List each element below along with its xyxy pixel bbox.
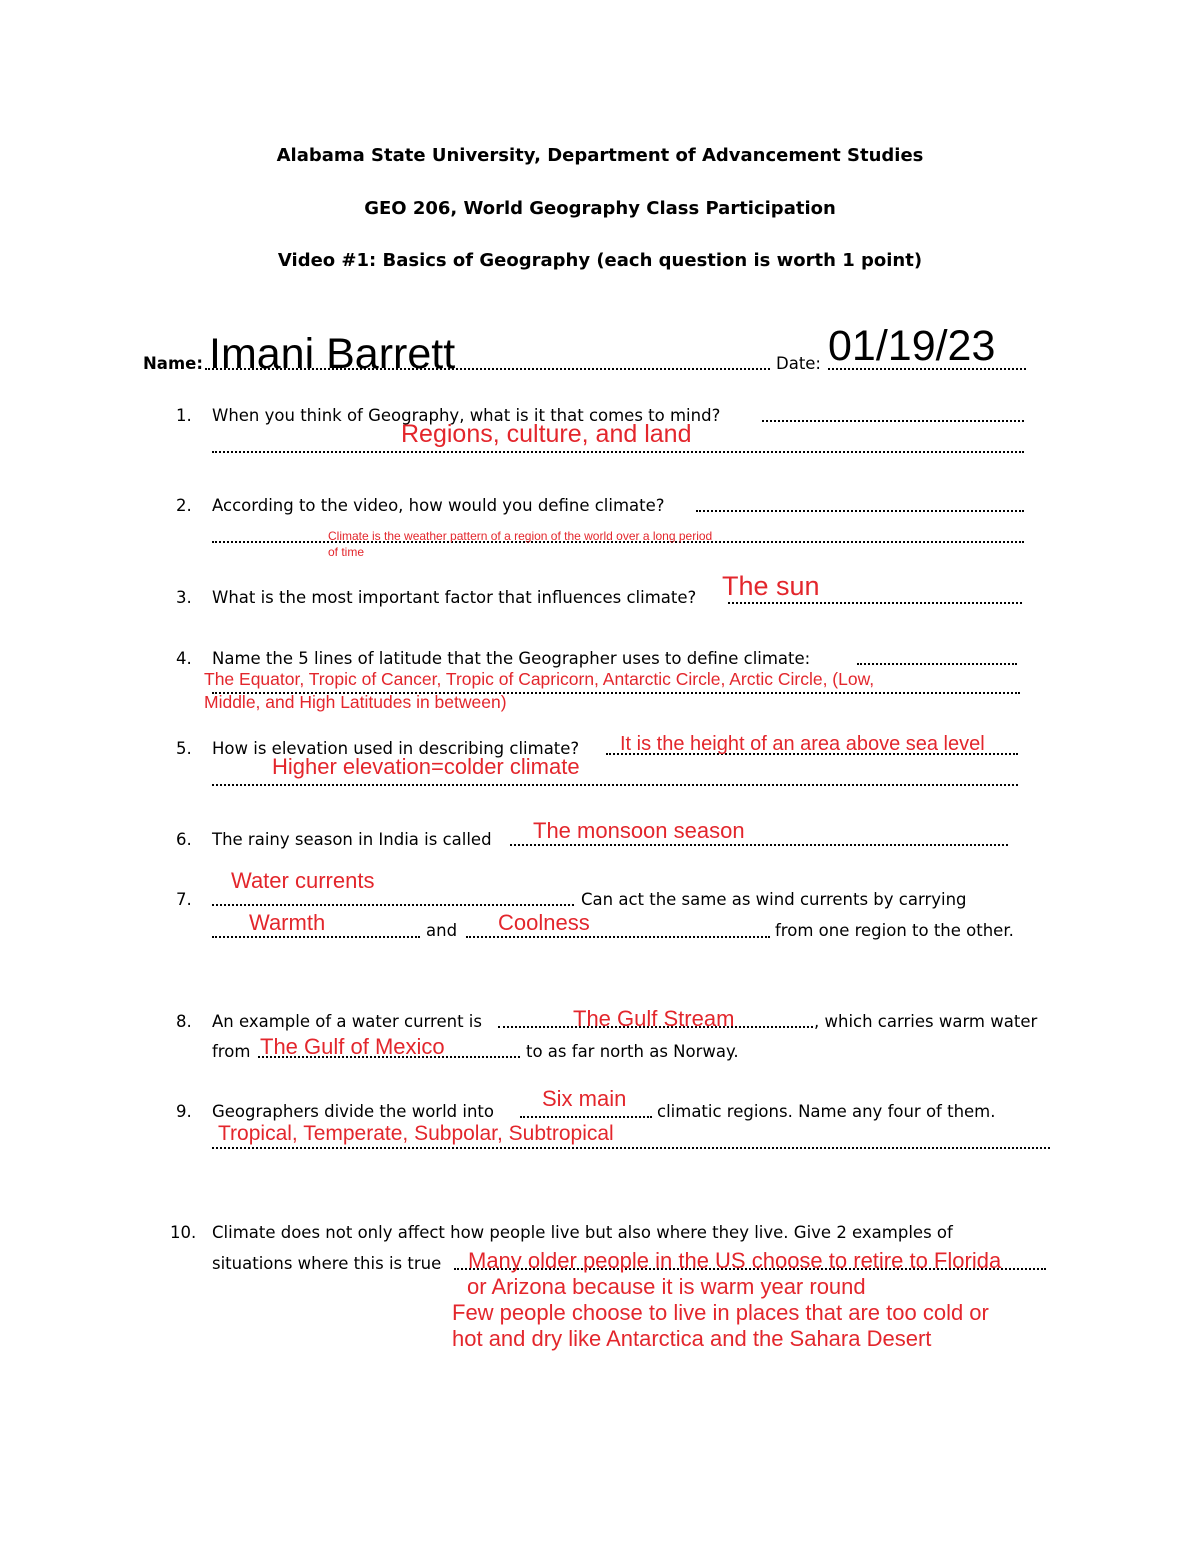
q9-line-1 (520, 1116, 652, 1118)
q10-number: 10. (170, 1223, 197, 1242)
q5-line-2 (212, 784, 1018, 786)
q6-line (510, 844, 1008, 846)
header-video: Video #1: Basics of Geography (each question is worth 1 point) (277, 250, 923, 271)
q3-text: What is the most important factor that influences climate? (212, 588, 697, 607)
q7-line-1 (212, 904, 574, 906)
q5-answer-line-2[interactable]: Higher elevation=colder climate (272, 754, 580, 779)
q4-text: Name the 5 lines of latitude that the Geographer uses to define climate: (212, 649, 811, 668)
q8-answer-2[interactable]: The Gulf of Mexico (260, 1034, 445, 1059)
q1-text: When you think of Geography, what is it that comes to mind? (212, 406, 721, 425)
q2-answer-line-2[interactable]: of time (328, 545, 365, 559)
q8-text-c: from (212, 1042, 251, 1061)
q1-line-1 (762, 420, 1024, 422)
q7-line-3 (466, 936, 770, 938)
q8-text-d: to as far north as Norway. (526, 1042, 739, 1061)
q7-answer-3[interactable]: Coolness (498, 910, 590, 935)
q3-answer[interactable]: The sun (722, 571, 820, 601)
q4-answer-line-1[interactable]: The Equator, Tropic of Cancer, Tropic of Capricorn, Antarctic Circle, Arctic Circle, (Low, (204, 669, 875, 689)
q6-number: 6. (176, 830, 192, 849)
q9-text-b: climatic regions. Name any four of them. (657, 1102, 996, 1121)
header-university: Alabama State University, Department of Advancement Studies (276, 145, 924, 166)
name-label: Name: (143, 354, 203, 373)
date-value[interactable]: 01/19/23 (828, 322, 996, 370)
q10-answer-line-3[interactable]: Few people choose to live in places that are too cold or (452, 1300, 989, 1325)
q1-line-2 (212, 451, 1024, 453)
q5-answer-line-1[interactable]: It is the height of an area above sea level (620, 733, 985, 755)
q8-text-b: , which carries warm water (814, 1012, 1038, 1031)
q3-number: 3. (176, 588, 192, 607)
date-label: Date: (776, 354, 821, 373)
q9-answer-2[interactable]: Tropical, Temperate, Subpolar, Subtropical (218, 1122, 614, 1145)
q10-text-b: situations where this is true (212, 1254, 442, 1273)
q7-text-b: and (426, 921, 458, 940)
q4-number: 4. (176, 649, 192, 668)
q1-number: 1. (176, 406, 192, 425)
q2-line-1 (696, 510, 1024, 512)
q7-line-2 (212, 936, 420, 938)
q7-text-a: Can act the same as wind currents by carrying (581, 890, 967, 909)
q2-text: According to the video, how would you define climate? (212, 496, 665, 515)
q10-answer-line-4[interactable]: hot and dry like Antarctica and the Sahara Desert (452, 1326, 932, 1351)
q3-line (728, 602, 1022, 604)
q10-text-a: Climate does not only affect how people live but also where they live. Give 2 examples of (212, 1223, 953, 1242)
q9-line-2 (212, 1147, 1050, 1149)
q9-number: 9. (176, 1102, 192, 1121)
q7-text-c: from one region to the other. (775, 921, 1014, 940)
q8-answer-1[interactable]: The Gulf Stream (573, 1006, 735, 1031)
q5-number: 5. (176, 739, 192, 758)
q2-number: 2. (176, 496, 192, 515)
q7-number: 7. (176, 890, 192, 909)
name-value[interactable]: Imani Barrett (209, 330, 456, 378)
q10-answer-line-2[interactable]: or Arizona because it is warm year round (467, 1274, 866, 1299)
q8-text-a: An example of a water current is (212, 1012, 482, 1031)
q5-text: How is elevation used in describing climate? (212, 739, 580, 758)
q8-number: 8. (176, 1012, 192, 1031)
q9-text-a: Geographers divide the world into (212, 1102, 494, 1121)
q6-answer[interactable]: The monsoon season (533, 818, 745, 843)
q4-line-1 (857, 663, 1017, 665)
q10-answer-line-1[interactable]: Many older people in the US choose to retire to Florida (468, 1248, 1002, 1273)
q9-answer-1[interactable]: Six main (542, 1086, 627, 1111)
q1-answer[interactable]: Regions, culture, and land (401, 420, 692, 448)
q4-answer-line-2[interactable]: Middle, and High Latitudes in between) (204, 692, 507, 712)
q6-text: The rainy season in India is called (212, 830, 492, 849)
q7-answer-2[interactable]: Warmth (249, 910, 326, 935)
q7-answer-1[interactable]: Water currents (231, 868, 375, 893)
q2-answer-line-1[interactable]: Climate is the weather pattern of a region of the world over a long period (328, 529, 713, 543)
header-course: GEO 206, World Geography Class Participation (364, 198, 836, 219)
